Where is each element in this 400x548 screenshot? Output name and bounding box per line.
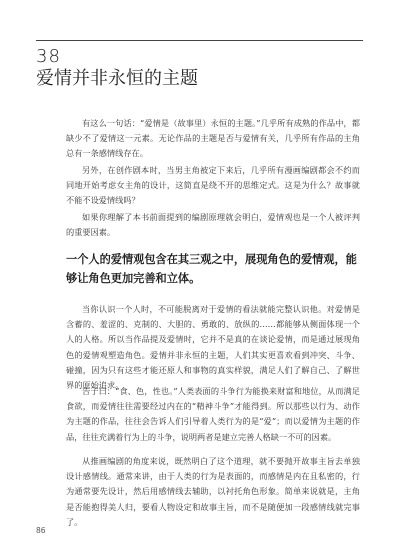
top-divider xyxy=(36,40,363,41)
body-paragraph-2: 告子曰：“食、色，性也。”人类表面的斗争行为能换来财富和地位，从而满足食欲，而爱情往往需要经过内在的“精神斗争”才能得到。所以那些以行为、动作为主题的作品，往往会告诉人们引导着人类行为的是“爱”；而以爱情为主题的作品，往往充满着行为上的斗争，说明两者是建立完善人格缺一不可的因素。 xyxy=(66,386,360,442)
intro-paragraph-2: 另外，在创作剧本时，当男主角被定下来后，几乎所有漫画编剧都会不约而同地开始考虑女主角的设计，这简直是绕不开的思维定式。这是为什么？故事就不能不设爱情线吗？ xyxy=(66,165,360,206)
chapter-number: 38 xyxy=(36,46,61,67)
body-paragraph-1: 当你认识一个人时，不可能脱离对于爱情的看法就能完整认识他。对爱情是含蓄的、羞涩的、克制的、大胆的、勇敢的、放纵的……都能够从侧面体现一个人的人格。所以当作品提及爱情时，它并不是真的在谈论爱情，而是通过展现角色的爱情观塑造角色。爱情并非永恒的主题，人们其实更喜欢看到冲突、斗争、碰撞，因为只有这些才能还原人和事物的真实样貌，满足人们了解自己、了解世界的原始追求。 xyxy=(66,304,360,391)
intro-paragraph-1: 有这么一句话：“爱情是（故事里）永恒的主题。”几乎所有成熟的作品中，都缺少不了爱情这一元素。无论作品的主题是否与爱情有关，几乎所有作品的主角总有一条感情线存在。 xyxy=(66,118,360,159)
body-paragraph-3: 从推画编剧的角度来说，既然明白了这个道理，就不要抛开故事主旨去单独设计感情线。通常来讲，由于人类的行为是表面的，而感情是内在且私密的，行为通常要先设计，然后用感情线去辅助，以衬托角色形象。简单来说就是，主角是否能抱得美人归，要看人物设定和故事主旨，而不是随便加一段感情线就完事了。 xyxy=(66,456,360,527)
highlight-statement: 一个人的爱情观包含在其三观之中，展现角色的爱情观，能够让角色更加完善和立体。 xyxy=(66,253,357,285)
chapter-title: 爱情并非永恒的主题 xyxy=(36,68,198,89)
intro-paragraph-3: 如果你理解了本书前面提到的编剧原理就会明白，爱情观也是一个人被评判的重要因素。 xyxy=(66,212,360,238)
page-number: 86 xyxy=(36,526,46,535)
